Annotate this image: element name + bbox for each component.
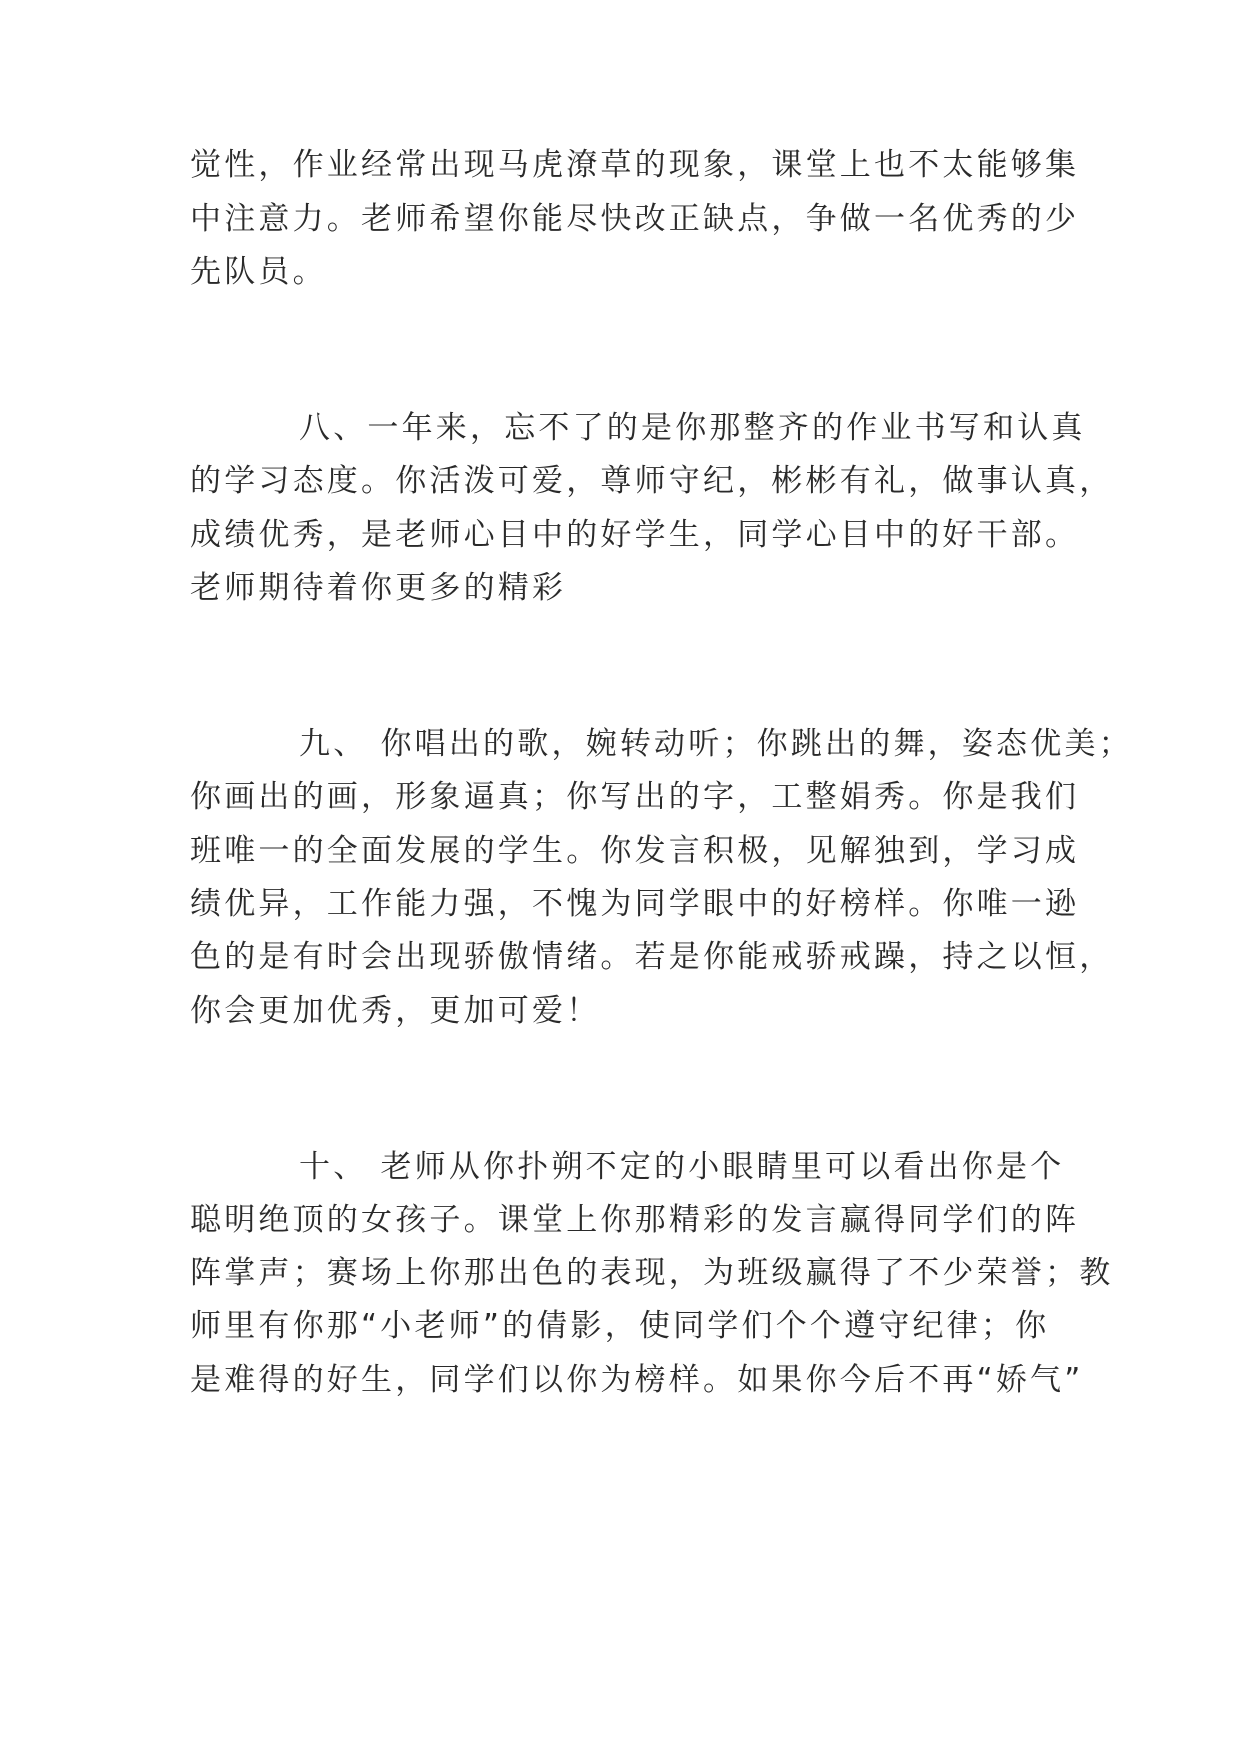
paragraph-9-line-2: 你画出的画，形象逼真；你写出的字，工整娟秀。你是我们: [190, 779, 1080, 815]
paragraph-8-line-4: 老师期待着你更多的精彩: [190, 570, 567, 606]
paragraph-9-line-5: 色的是有时会出现骄傲情绪。若是你能戒骄戒躁，持之以恒，: [190, 939, 1114, 975]
paragraph-9-line-3: 班唯一的全面发展的学生。你发言积极，见解独到，学习成: [190, 833, 1080, 869]
paragraph-10-line-1: 十、 老师从你扑朔不定的小眼睛里可以看出你是个: [299, 1149, 1065, 1185]
paragraph-8-line-2: 的学习态度。你活泼可爱，尊师守纪，彬彬有礼，做事认真，: [190, 463, 1114, 499]
paragraph-7-line-3: 先队员。: [190, 254, 327, 290]
paragraph-9-line-1: 九、 你唱出的歌，婉转动听；你跳出的舞，姿态优美；: [299, 726, 1133, 762]
paragraph-8-line-1: 八、一年来，忘不了的是你那整齐的作业书写和认真: [299, 410, 1086, 446]
paragraph-8-line-3: 成绩优秀，是老师心目中的好学生，同学心目中的好干部。: [190, 517, 1080, 553]
paragraph-10-line-2: 聪明绝顶的女孩子。课堂上你那精彩的发言赢得同学们的阵: [190, 1202, 1080, 1238]
paragraph-10-line-4: 师里有你那“小老师”的倩影，使同学们个个遵守纪律；你: [190, 1308, 1050, 1344]
paragraph-9-line-6: 你会更加优秀，更加可爱！: [190, 993, 601, 1029]
paragraph-9-line-4: 绩优异，工作能力强，不愧为同学眼中的好榜样。你唯一逊: [190, 886, 1080, 922]
paragraph-7-line-1: 觉性，作业经常出现马虎潦草的现象，课堂上也不太能够集: [190, 147, 1080, 183]
paragraph-7-line-2: 中注意力。老师希望你能尽快改正缺点，争做一名优秀的少: [190, 201, 1080, 237]
paragraph-10-line-5: 是难得的好生，同学们以你为榜样。如果你今后不再“娇气”: [190, 1362, 1084, 1398]
paragraph-10-line-3: 阵掌声；赛场上你那出色的表现，为班级赢得了不少荣誉；教: [190, 1255, 1114, 1291]
